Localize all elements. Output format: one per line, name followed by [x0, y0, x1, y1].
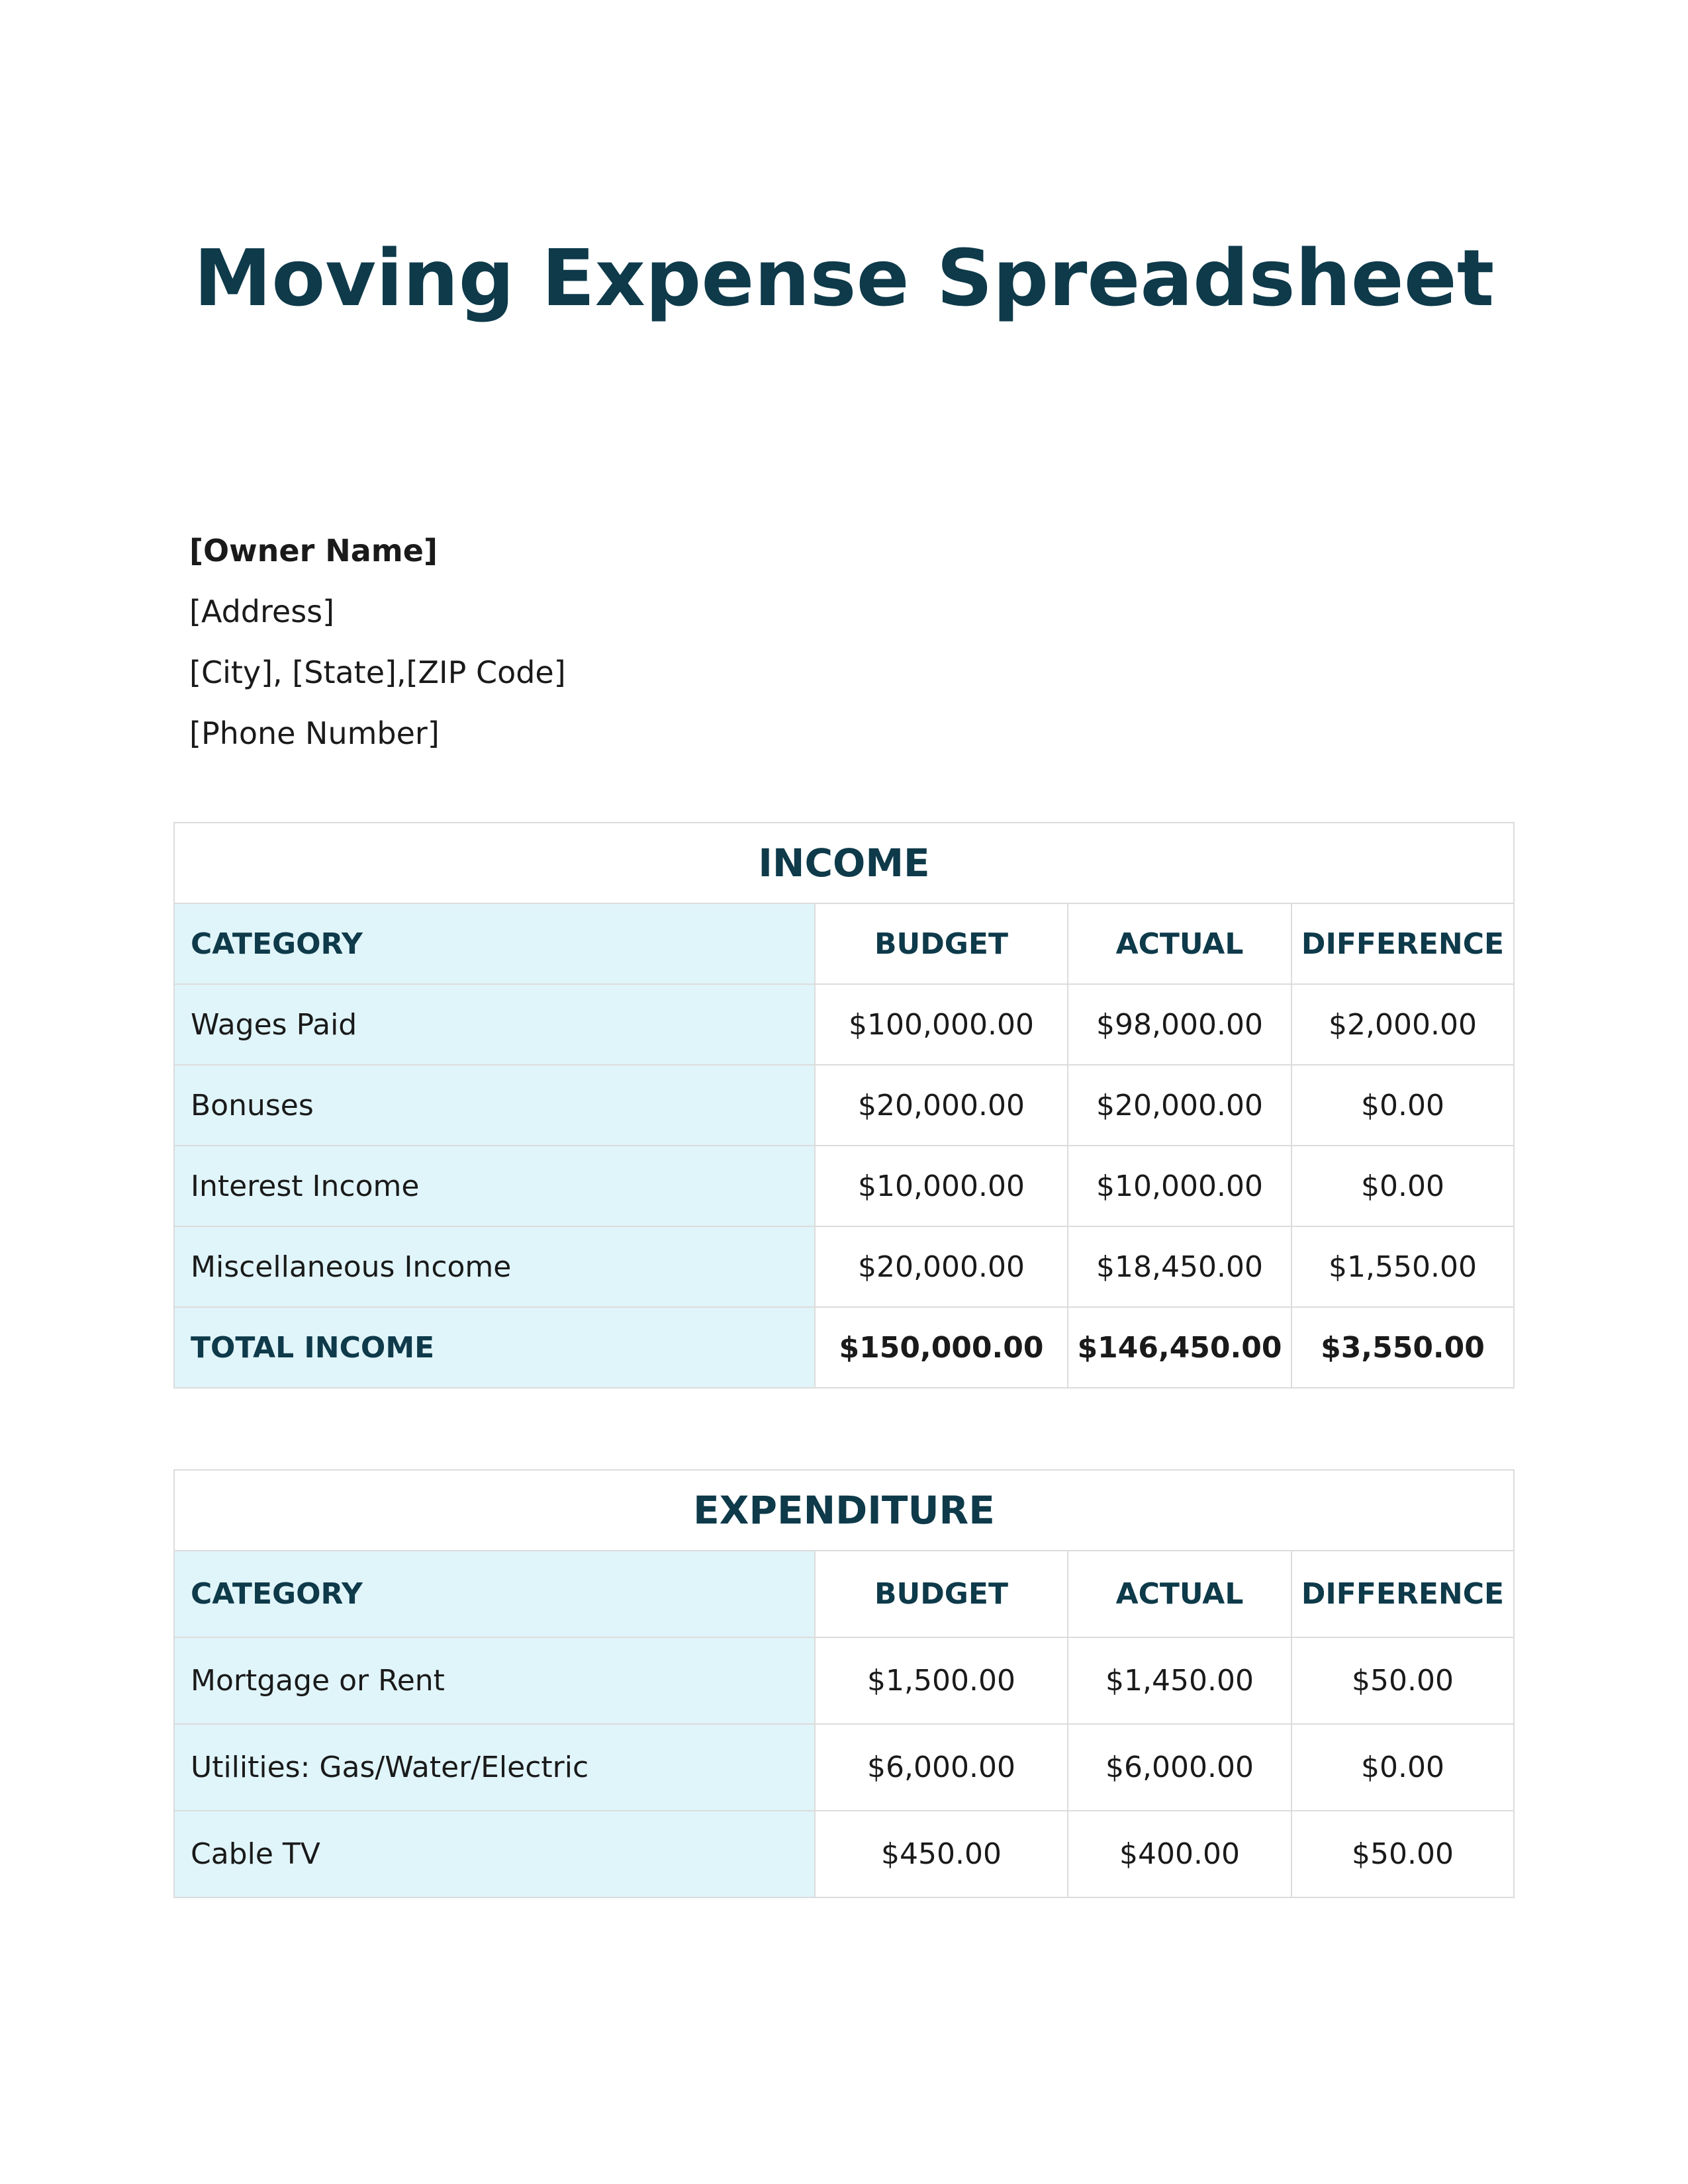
- total-row: [174, 1307, 1514, 1388]
- row-actual: $1,450.00: [1068, 1637, 1291, 1724]
- row-difference: $50.00: [1291, 1637, 1514, 1724]
- row-actual: $6,000.00: [1068, 1724, 1291, 1811]
- table-row: [174, 1724, 1514, 1811]
- table-row: [174, 1146, 1514, 1226]
- income-header-actual: ACTUAL: [1068, 903, 1291, 984]
- row-category: Cable TV: [174, 1811, 815, 1897]
- row-difference: $50.00: [1291, 1811, 1514, 1897]
- row-actual: $18,450.00: [1068, 1226, 1291, 1307]
- row-actual: $400.00: [1068, 1811, 1291, 1897]
- income-header-difference: DIFFERENCE: [1291, 903, 1514, 984]
- expenditure-table: [173, 1469, 1515, 1898]
- row-difference: $2,000.00: [1291, 984, 1514, 1065]
- expenditure-header-actual: ACTUAL: [1068, 1551, 1291, 1637]
- row-budget: $20,000.00: [815, 1226, 1068, 1307]
- row-category: Interest Income: [174, 1146, 815, 1226]
- row-budget: $100,000.00: [815, 984, 1068, 1065]
- table-row: [174, 1811, 1514, 1897]
- income-header-category: CATEGORY: [174, 903, 815, 984]
- income-section-title: INCOME: [174, 823, 1514, 903]
- income-header-budget: BUDGET: [815, 903, 1068, 984]
- expenditure-header-row: [174, 1551, 1514, 1637]
- row-budget: $450.00: [815, 1811, 1068, 1897]
- row-category: Miscellaneous Income: [174, 1226, 815, 1307]
- row-budget: $6,000.00: [815, 1724, 1068, 1811]
- total-income-label: TOTAL INCOME: [174, 1307, 815, 1388]
- owner-phone: [Phone Number]: [189, 715, 440, 751]
- table-row: [174, 1637, 1514, 1724]
- owner-block: [189, 520, 566, 764]
- row-budget: $1,500.00: [815, 1637, 1068, 1724]
- row-budget: $10,000.00: [815, 1146, 1068, 1226]
- owner-city-state-zip: [City], [State],[ZIP Code]: [189, 655, 566, 690]
- row-difference: $0.00: [1291, 1724, 1514, 1811]
- row-budget: $20,000.00: [815, 1065, 1068, 1146]
- income-header-row: [174, 903, 1514, 984]
- row-category: Wages Paid: [174, 984, 815, 1065]
- row-category: Bonuses: [174, 1065, 815, 1146]
- total-income-budget: $150,000.00: [815, 1307, 1068, 1388]
- table-row: [174, 984, 1514, 1065]
- row-difference: $1,550.00: [1291, 1226, 1514, 1307]
- row-category: Utilities: Gas/Water/Electric: [174, 1724, 815, 1811]
- owner-name: [Owner Name]: [189, 533, 438, 569]
- row-difference: $0.00: [1291, 1065, 1514, 1146]
- table-row: [174, 1226, 1514, 1307]
- owner-address: [Address]: [189, 594, 335, 629]
- expenditure-header-difference: DIFFERENCE: [1291, 1551, 1514, 1637]
- expenditure-header-category: CATEGORY: [174, 1551, 815, 1637]
- row-difference: $0.00: [1291, 1146, 1514, 1226]
- row-actual: $98,000.00: [1068, 984, 1291, 1065]
- page-title: Moving Expense Spreadsheet: [193, 232, 1495, 324]
- total-income-difference: $3,550.00: [1291, 1307, 1514, 1388]
- expenditure-header-budget: BUDGET: [815, 1551, 1068, 1637]
- row-actual: $10,000.00: [1068, 1146, 1291, 1226]
- total-income-actual: $146,450.00: [1068, 1307, 1291, 1388]
- income-table: [173, 822, 1515, 1388]
- table-row: [174, 1065, 1514, 1146]
- row-category: Mortgage or Rent: [174, 1637, 815, 1724]
- row-actual: $20,000.00: [1068, 1065, 1291, 1146]
- expenditure-section-title: EXPENDITURE: [174, 1470, 1514, 1551]
